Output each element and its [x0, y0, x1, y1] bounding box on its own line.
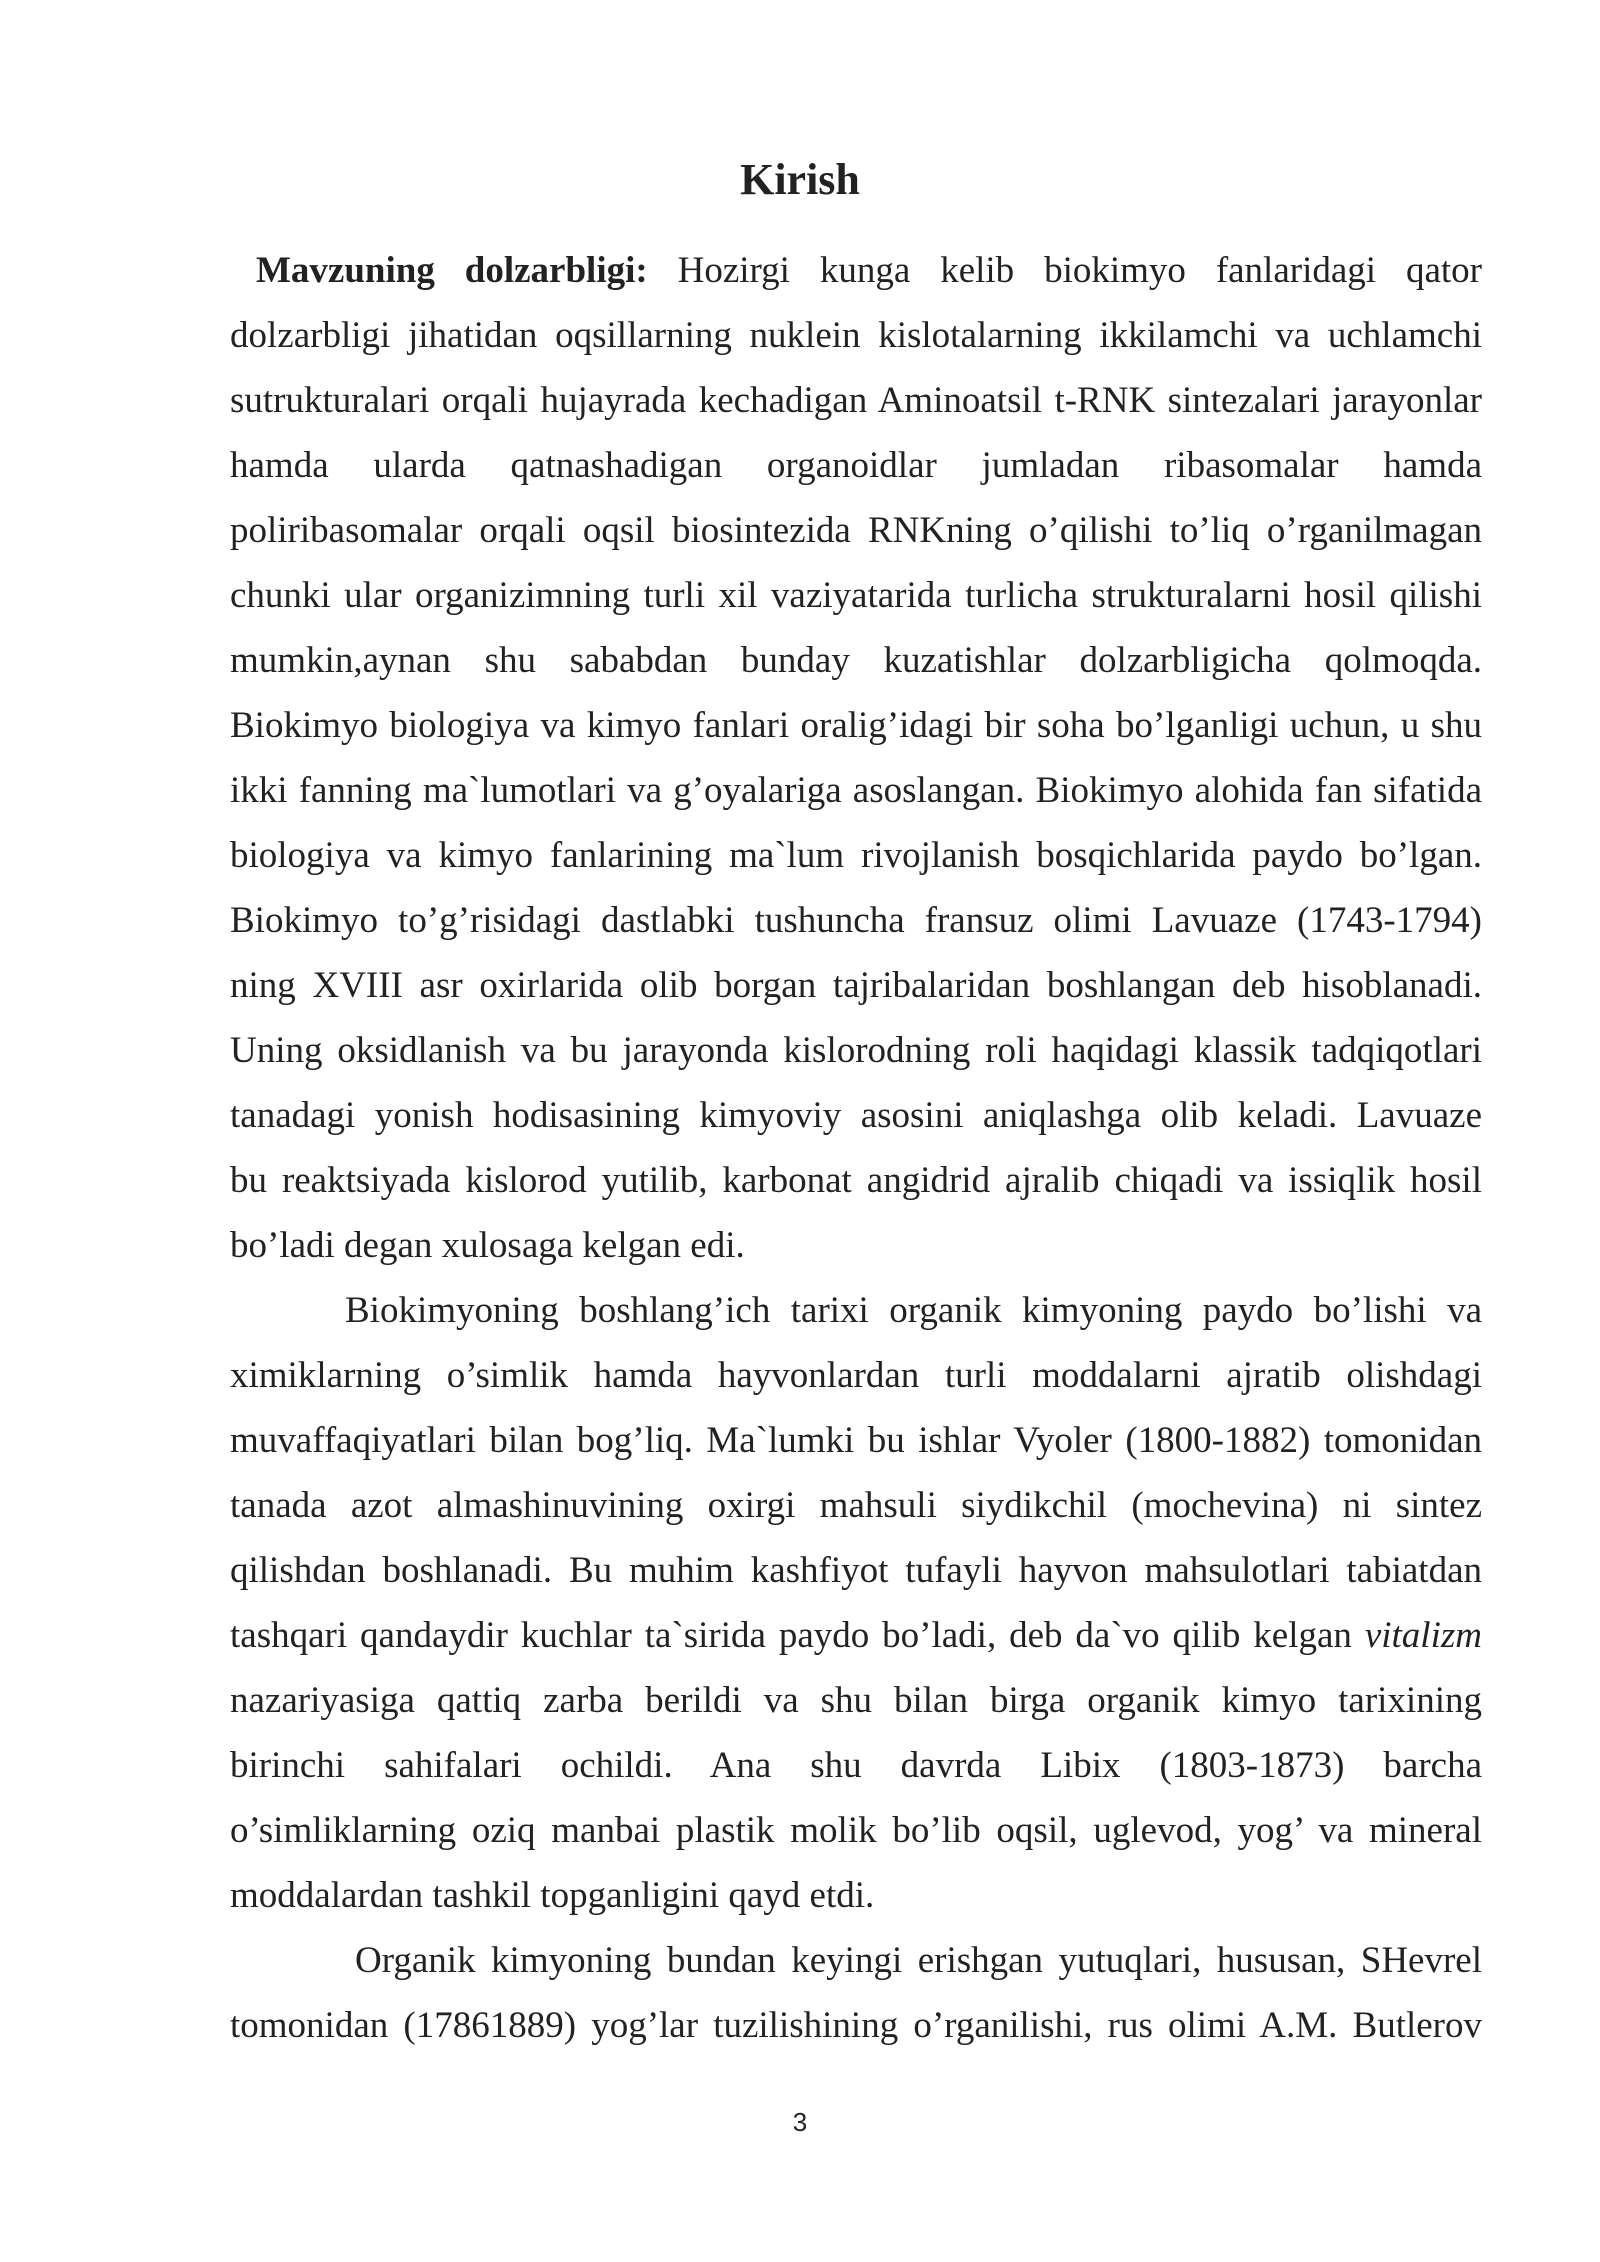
paragraph-2-line-1: Biokimyoning boshlang’ich tarixi organik kimyoning paydo bo’lishi va: [345, 1290, 1482, 1331]
paragraph-2-line-2: ximiklarning o’simlik hamda hayvonlardan turli moddalarni ajratib olishdagi: [230, 1355, 1482, 1396]
paragraph-1-line-12: ning XVIII asr oxirlarida olib borgan tajribalaridan boshlangan deb hisoblanadi.: [230, 965, 1482, 1006]
paragraph-2-line-8: birinchi sahifalari ochildi. Ana shu davrda Libix (1803-1873) barcha: [230, 1745, 1482, 1786]
paragraph-2-line-5: qilishdan boshlanadi. Bu muhim kashfiyot tufayli hayvon mahsulotlari tabiatdan: [230, 1550, 1482, 1591]
paragraph-1-line-13: Uning oksidlanish va bu jarayonda kislorodning roli haqidagi klassik tadqiqotlari: [230, 1030, 1482, 1071]
paragraph-1-line-5: poliribasomalar orqali oqsil biosintezida RNKning o’qilishi to’liq o’rganilmagan: [230, 510, 1482, 551]
paragraph-2-line-6: [230, 1603, 1482, 1669]
paragraph-1-line-16: bo’ladi degan xulosaga kelgan edi.: [230, 1225, 745, 1266]
paragraph-1-line-6: chunki ular organizimning turli xil vaziyatarida turlicha strukturalarni hosil qilishi: [230, 575, 1482, 616]
paragraph-1-line-11: Biokimyo to’g’risidagi dastlabki tushuncha fransuz olimi Lavuaze (1743-1794): [230, 900, 1482, 941]
paragraph-2-line-10: moddalardan tashkil topganligini qayd etdi.: [230, 1875, 875, 1916]
paragraph-1-line-4: hamda ularda qatnashadigan organoidlar jumladan ribasomalar hamda: [230, 445, 1482, 486]
paragraph-2-line-3: muvaffaqiyatlari bilan bog’liq. Ma`lumki bu ishlar Vyoler (1800-1882) tomonidan: [230, 1420, 1482, 1461]
paragraph-1-line-3: sutrukturalari orqali hujayrada kechadigan Aminoatsil t-RNK sintezalari jarayonlar: [230, 380, 1482, 421]
paragraph-1-line-2: dolzarbligi jihatidan oqsillarning nuklein kislotalarning ikkilamchi va uchlamchi: [230, 315, 1482, 356]
paragraph-3-line-2: tomonidan (17861889) yog’lar tuzilishining o’rganilishi, rus olimi A.M. Butlerov: [230, 2005, 1482, 2046]
paragraph-1-line-8: Biokimyo biologiya va kimyo fanlari oralig’idagi bir soha bo’lganligi uchun, u shu: [230, 705, 1482, 746]
paragraph-1-line-1: [256, 238, 1482, 304]
paragraph-lead: Mavzuning dolzarbligi:: [256, 250, 648, 291]
italic-term: vitalizm: [1364, 1615, 1482, 1656]
paragraph-1-line-10: biologiya va kimyo fanlarining ma`lum rivojlanish bosqichlarida paydo bo’lgan.: [230, 835, 1482, 876]
paragraph-1-line-14: tanadagi yonish hodisasining kimyoviy asosini aniqlashga olib keladi. Lavuaze: [230, 1095, 1482, 1136]
paragraph-1-line-9: ikki fanning ma`lumotlari va g’oyalariga asoslangan. Biokimyo alohida fan sifatida: [230, 770, 1482, 811]
paragraph-3-line-1: Organik kimyoning bundan keyingi erishgan yutuqlari, hususan, SHevrel: [355, 1940, 1482, 1981]
paragraph-2-line-7: nazariyasiga qattiq zarba berildi va shu bilan birga organik kimyo tarixining: [230, 1680, 1482, 1721]
text-run: tashqari qandaydir kuchlar ta`sirida paydo bo’ladi, deb da`vo qilib kelgan: [230, 1615, 1352, 1656]
text-run: Hozirgi kunga kelib biokimyo fanlaridagi qator: [677, 250, 1482, 291]
paragraph-1-line-15: bu reaktsiyada kislorod yutilib, karbonat angidrid ajralib chiqadi va issiqlik hosil: [230, 1160, 1482, 1201]
document-title: Kirish: [740, 155, 860, 204]
page-number: 3: [792, 2107, 808, 2137]
paragraph-2-line-4: tanada azot almashinuvining oxirgi mahsuli siydikchil (mochevina) ni sintez: [230, 1485, 1482, 1526]
paragraph-1-line-7: mumkin,aynan shu sababdan bunday kuzatishlar dolzarbligicha qolmoqda.: [230, 640, 1482, 681]
paragraph-2-line-9: o’simliklarning oziq manbai plastik molik bo’lib oqsil, uglevod, yog’ va mineral: [230, 1810, 1482, 1851]
